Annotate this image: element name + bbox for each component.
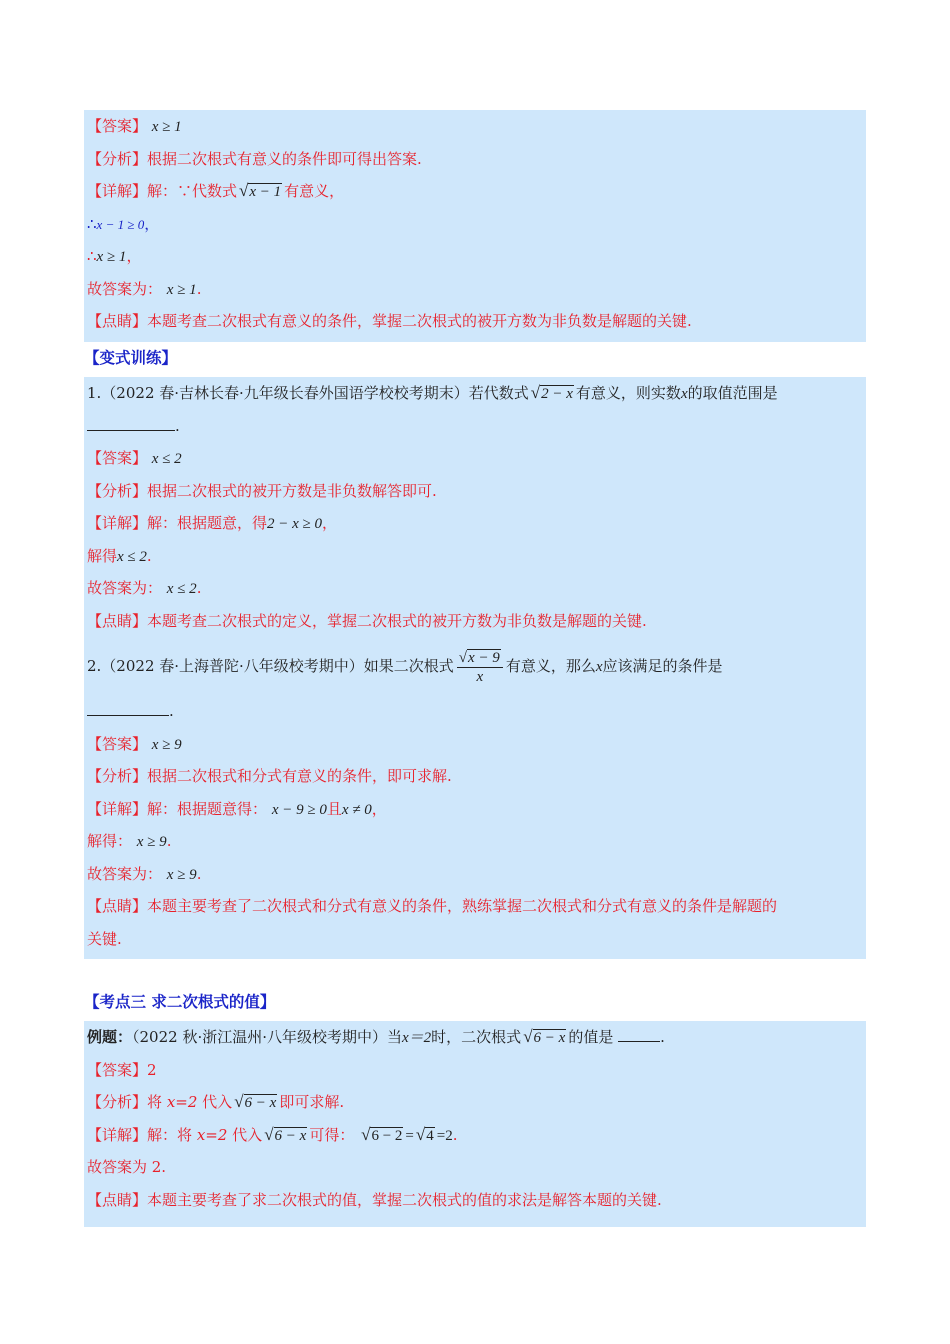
q2-blank-line (84, 695, 866, 728)
therefore-symbol: ∴ (87, 247, 97, 265)
example-detail-line (84, 1119, 866, 1152)
q1-answer-math: x ≤ 2 (151, 451, 182, 467)
q1-final-pre: 故答案为： (87, 579, 163, 597)
example-answer-line (84, 1054, 866, 1087)
q1-stem-pre: 1.（2022 春·吉林长春·九年级长春外国语学校校考期末）若代数式 (87, 384, 529, 402)
q1-detail-pre: 解：根据题意，得 (147, 514, 268, 532)
q1-answer-line (84, 442, 866, 475)
analysis-text: 根据二次根式有意义的条件即可得出答案. (147, 149, 422, 168)
q1-final-end: . (196, 579, 202, 597)
q2-final-end: . (196, 864, 202, 883)
detail-line (84, 175, 866, 208)
answer-line (84, 110, 866, 143)
q2-blank-end: . (169, 702, 174, 720)
q2-comment-line-2 (84, 923, 866, 956)
example-analysis-post: 即可求解. (279, 1093, 345, 1111)
q1-var: x (680, 386, 688, 402)
final-math: x ≥ 1 (166, 281, 197, 298)
solution-block-1 (84, 110, 866, 342)
answer-tag: 【答案】 (87, 117, 148, 135)
q2-analysis-line (84, 760, 866, 793)
final-line (84, 273, 866, 306)
q1-solve-line (84, 540, 866, 573)
q2-frac-numerator: x − 9 (468, 649, 500, 666)
q1-detail-tag: 【详解】 (87, 514, 148, 532)
q2-detail-math1: x − 9 ≥ 0 (271, 801, 327, 818)
example-analysis-line (84, 1086, 866, 1119)
example-stem-mid: 时，二次根式 (431, 1028, 522, 1046)
q2-solve-end: . (166, 832, 172, 850)
comment-tag: 【点睛】 (87, 312, 148, 330)
q1-analysis-tag: 【分析】 (87, 481, 148, 500)
example-sqrt: √6 − x (523, 1027, 566, 1046)
solution-block-3 (84, 1021, 866, 1227)
q2-stem-mid: 有意义，那么 (505, 657, 596, 675)
q1-comment-text: 本题考查二次根式的定义，掌握二次根式的被开方数为非负数是解题的关键. (147, 611, 647, 630)
q1-stem-mid: 有意义，则实数 (575, 384, 681, 402)
example-detail-eq2: =2 (436, 1127, 453, 1144)
q1-radicand: 2 − x (541, 386, 573, 402)
example-detail-get: 可得： (309, 1125, 355, 1144)
step2-math: x ≥ 1 (96, 249, 127, 265)
q2-frac-denominator: x (476, 668, 484, 685)
q2-solve-line (84, 825, 866, 858)
comment-text: 本题考查二次根式有意义的条件，掌握二次根式的被开方数为非负数是解题的关键. (147, 312, 692, 330)
q1-analysis-line (84, 475, 866, 508)
q2-solve-math: x ≥ 9 (136, 834, 167, 850)
q2-analysis-tag: 【分析】 (87, 767, 148, 785)
example-analysis-cond: x=2 (166, 1093, 198, 1111)
q1-solve-pre: 解得 (87, 546, 118, 565)
q2-var: x (595, 659, 603, 675)
example-analysis-mid: 代入 (202, 1093, 233, 1111)
detail-tag: 【详解】 (87, 182, 148, 200)
step1-math: x − 1 ≥ 0 (96, 216, 145, 232)
q2-final-pre: 故答案为： (87, 864, 163, 883)
analysis-tag: 【分析】 (87, 149, 148, 168)
example-final-line (84, 1151, 866, 1184)
variant-heading: 【变式训练】 (84, 348, 178, 367)
example-detail-end: . (452, 1125, 458, 1144)
q2-detail-tag: 【详解】 (87, 799, 148, 818)
q2-comment-line (84, 890, 866, 923)
detail-post: 有意义， (284, 182, 345, 200)
example-answer: 2 (147, 1060, 157, 1079)
example-comment-line (84, 1184, 866, 1217)
example-detail-sqrt: √6 − x (264, 1124, 307, 1144)
q1-answer-blank (87, 416, 175, 431)
example-detail-cond: x=2 (196, 1125, 228, 1144)
example-detail-pre: 解：将 (147, 1125, 193, 1144)
detail-pre: 解：∵代数式 (147, 182, 238, 200)
final-pre: 故答案为： (87, 279, 163, 298)
q1-blank-line (84, 410, 866, 443)
q2-final-math: x ≥ 9 (166, 866, 197, 883)
radicand: x − 1 (249, 184, 282, 200)
q1-solve-math: x ≤ 2 (117, 548, 147, 565)
step-line-2 (84, 240, 866, 273)
example-stem-line (84, 1021, 866, 1054)
sqrt-expression: √x − 1 (239, 181, 282, 200)
example-answer-tag: 【答案】 (87, 1060, 148, 1079)
q2-comment-text-2: 关键. (87, 929, 122, 948)
q2-stem-line (84, 637, 866, 695)
example-analysis-sqrt: √6 − x (234, 1092, 277, 1111)
example-analysis-tag: 【分析】 (87, 1093, 148, 1111)
q2-detail-line (84, 793, 866, 826)
q1-solve-end: . (146, 546, 152, 565)
q2-solve-pre: 解得： (87, 832, 133, 850)
section3-heading: 【考点三 求二次根式的值】 (84, 992, 276, 1011)
q2-analysis-text: 根据二次根式和分式有意义的条件，即可求解. (147, 767, 452, 785)
q2-stem-pre: 2.（2022 春·上海普陀·八年级校考期中）如果二次根式 (87, 657, 454, 675)
final-end: . (196, 279, 202, 298)
q1-detail-end: ， (322, 514, 338, 532)
example-detail-mid: 代入 (232, 1125, 263, 1144)
q2-comment-tag: 【点睛】 (87, 897, 148, 915)
q1-comment-line (84, 605, 866, 638)
q1-analysis-text: 根据二次根式的被开方数是非负数解答即可. (147, 481, 437, 500)
q1-stem-line (84, 377, 866, 410)
example-label: 例题： (87, 1028, 133, 1046)
q2-answer-math: x ≥ 9 (151, 736, 182, 753)
analysis-line (84, 143, 866, 176)
example-detail-sqrt-2: √6 − 2 (361, 1124, 403, 1144)
example-answer-blank (618, 1027, 660, 1042)
example-comment-text: 本题主要考查了求二次根式的值，掌握二次根式的值的求法是解答本题的关键. (147, 1190, 662, 1209)
q1-comment-tag: 【点睛】 (87, 611, 148, 630)
example-analysis-pre: 将 (147, 1093, 163, 1111)
q2-answer-tag: 【答案】 (87, 734, 148, 753)
q1-final-line (84, 572, 866, 605)
therefore-symbol: ∴ (87, 214, 97, 233)
example-detail-sqrt-3: √4 (415, 1124, 434, 1144)
example-detail-r2: 4 (426, 1127, 434, 1144)
answer-math: x ≥ 1 (151, 119, 182, 135)
q1-stem-post: 的取值范围是 (687, 384, 778, 402)
solution-block-2 (84, 377, 866, 959)
step2-end: ， (126, 247, 142, 265)
q1-blank-end: . (175, 416, 180, 435)
step1-end: ， (144, 214, 160, 233)
q2-detail-and: 且 (326, 799, 342, 818)
example-detail-tag: 【详解】 (87, 1125, 148, 1144)
example-cond: x＝2 (402, 1030, 432, 1046)
q1-sqrt: √2 − x (530, 383, 573, 402)
q2-answer-blank (87, 701, 169, 716)
q2-detail-pre: 解：根据题意得： (147, 799, 268, 818)
example-final: 故答案为 2. (87, 1158, 167, 1176)
example-detail-radicand: 6 − x (274, 1127, 307, 1144)
q2-detail-math2: x ≠ 0 (341, 801, 372, 818)
q1-answer-tag: 【答案】 (87, 449, 148, 467)
q1-final-math: x ≤ 2 (166, 581, 197, 597)
example-stem-pre: （2022 秋·浙江温州·八年级校考期中）当 (132, 1028, 402, 1046)
example-radicand: 6 − x (533, 1030, 566, 1046)
example-blank-end: . (660, 1028, 665, 1046)
example-comment-tag: 【点睛】 (87, 1190, 148, 1209)
q1-detail-line (84, 507, 866, 540)
example-analysis-radicand: 6 − x (244, 1095, 277, 1111)
q2-fraction (457, 649, 503, 686)
q2-sqrt: √x − 9 (458, 649, 500, 666)
example-detail-eq1: = (405, 1127, 414, 1144)
q2-comment-text-1: 本题主要考查了二次根式和分式有意义的条件，熟练掌握二次根式和分式有意义的条件是解题的 (147, 897, 778, 915)
example-stem-post: 的值是 (568, 1028, 614, 1046)
q2-stem-post: 应该满足的条件是 (602, 657, 723, 675)
example-detail-r1: 6 − 2 (371, 1127, 403, 1144)
q2-final-line (84, 858, 866, 891)
q1-detail-math: 2 − x ≥ 0 (267, 516, 323, 532)
q2-answer-line (84, 728, 866, 761)
q2-detail-end: ， (371, 799, 387, 818)
step-line-1 (84, 208, 866, 241)
comment-line (84, 305, 866, 338)
